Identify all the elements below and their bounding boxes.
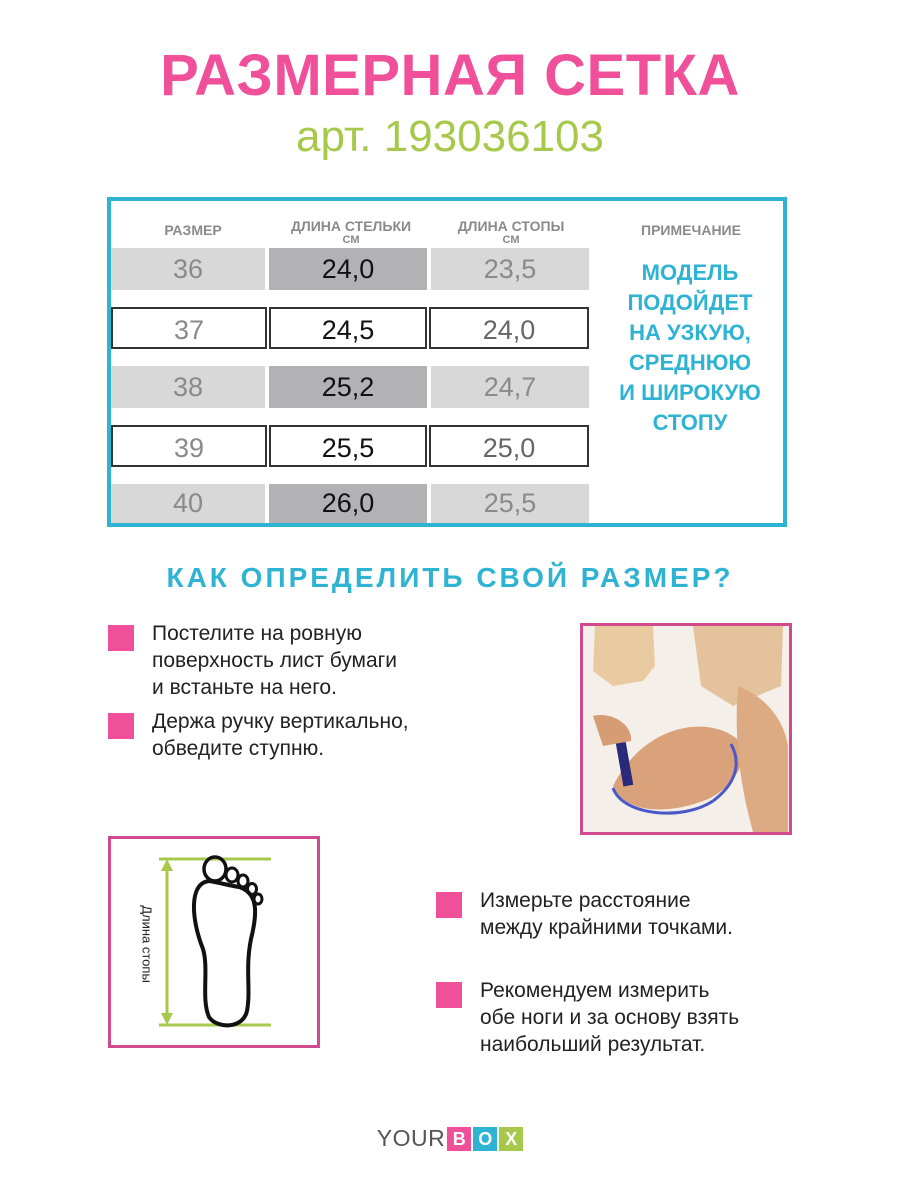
brand-logo bbox=[0, 1125, 900, 1152]
step-2-text: Держа ручку вертикально, обведите ступню. bbox=[152, 710, 409, 760]
howto-heading: КАК ОПРЕДЕЛИТЬ СВОЙ РАЗМЕР? bbox=[166, 562, 734, 593]
foot-tracing-photo bbox=[580, 623, 792, 835]
logo-letter-o: O bbox=[473, 1127, 497, 1151]
foot-length-label: Длина стопы bbox=[139, 905, 155, 983]
fit-note: МОДЕЛЬ ПОДОЙДЕТ НА УЗКУЮ, СРЕДНЮЮ И ШИРОКУЮ СТОПУ bbox=[619, 260, 761, 435]
bullet-square-icon bbox=[436, 982, 462, 1008]
size-cell: 40 bbox=[111, 484, 265, 523]
header-insole: ДЛИНА СТЕЛЬКИ СМ bbox=[290, 218, 412, 246]
insole-cell: 25,5 bbox=[269, 425, 427, 467]
step-3-text: Измерьте расстояние между крайними точками. bbox=[480, 889, 733, 939]
insole-cell: 24,0 bbox=[269, 248, 427, 290]
foot-cell: 25,5 bbox=[431, 484, 589, 523]
header-note: ПРИМЕЧАНИЕ bbox=[641, 222, 741, 238]
size-cell: 39 bbox=[111, 425, 267, 467]
size-cell: 37 bbox=[111, 307, 267, 349]
bullet-square-icon bbox=[108, 713, 134, 739]
insole-cell: 24,5 bbox=[269, 307, 427, 349]
foot-cell: 23,5 bbox=[431, 248, 589, 290]
size-cell: 36 bbox=[111, 248, 265, 290]
bullet-square-icon bbox=[108, 625, 134, 651]
insole-cell: 26,0 bbox=[269, 484, 427, 523]
size-cell: 38 bbox=[111, 366, 265, 408]
header-foot: ДЛИНА СТОПЫ СМ bbox=[457, 218, 565, 246]
step-1-text: Постелите на ровную поверхность лист бумаги и встаньте на него. bbox=[152, 622, 398, 699]
foot-cell: 24,7 bbox=[431, 366, 589, 408]
article-number: арт. 193036103 bbox=[296, 112, 604, 161]
bullet-square-icon bbox=[436, 892, 462, 918]
foot-cell: 25,0 bbox=[429, 425, 589, 467]
page-title: РАЗМЕРНАЯ СЕТКА bbox=[160, 43, 740, 108]
header-size: РАЗМЕР bbox=[164, 222, 222, 238]
logo-letter-b: B bbox=[447, 1127, 471, 1151]
logo-letter-x: X bbox=[499, 1127, 523, 1151]
foot-cell: 24,0 bbox=[429, 307, 589, 349]
foot-diagram-box bbox=[108, 836, 320, 1048]
foot-tracing-illustration bbox=[583, 626, 789, 832]
logo-text: YOUR bbox=[376, 1125, 446, 1151]
step-4-text: Рекомендуем измерить обе ноги и за основу взять наибольший результат. bbox=[480, 979, 740, 1056]
insole-cell: 25,2 bbox=[269, 366, 427, 408]
